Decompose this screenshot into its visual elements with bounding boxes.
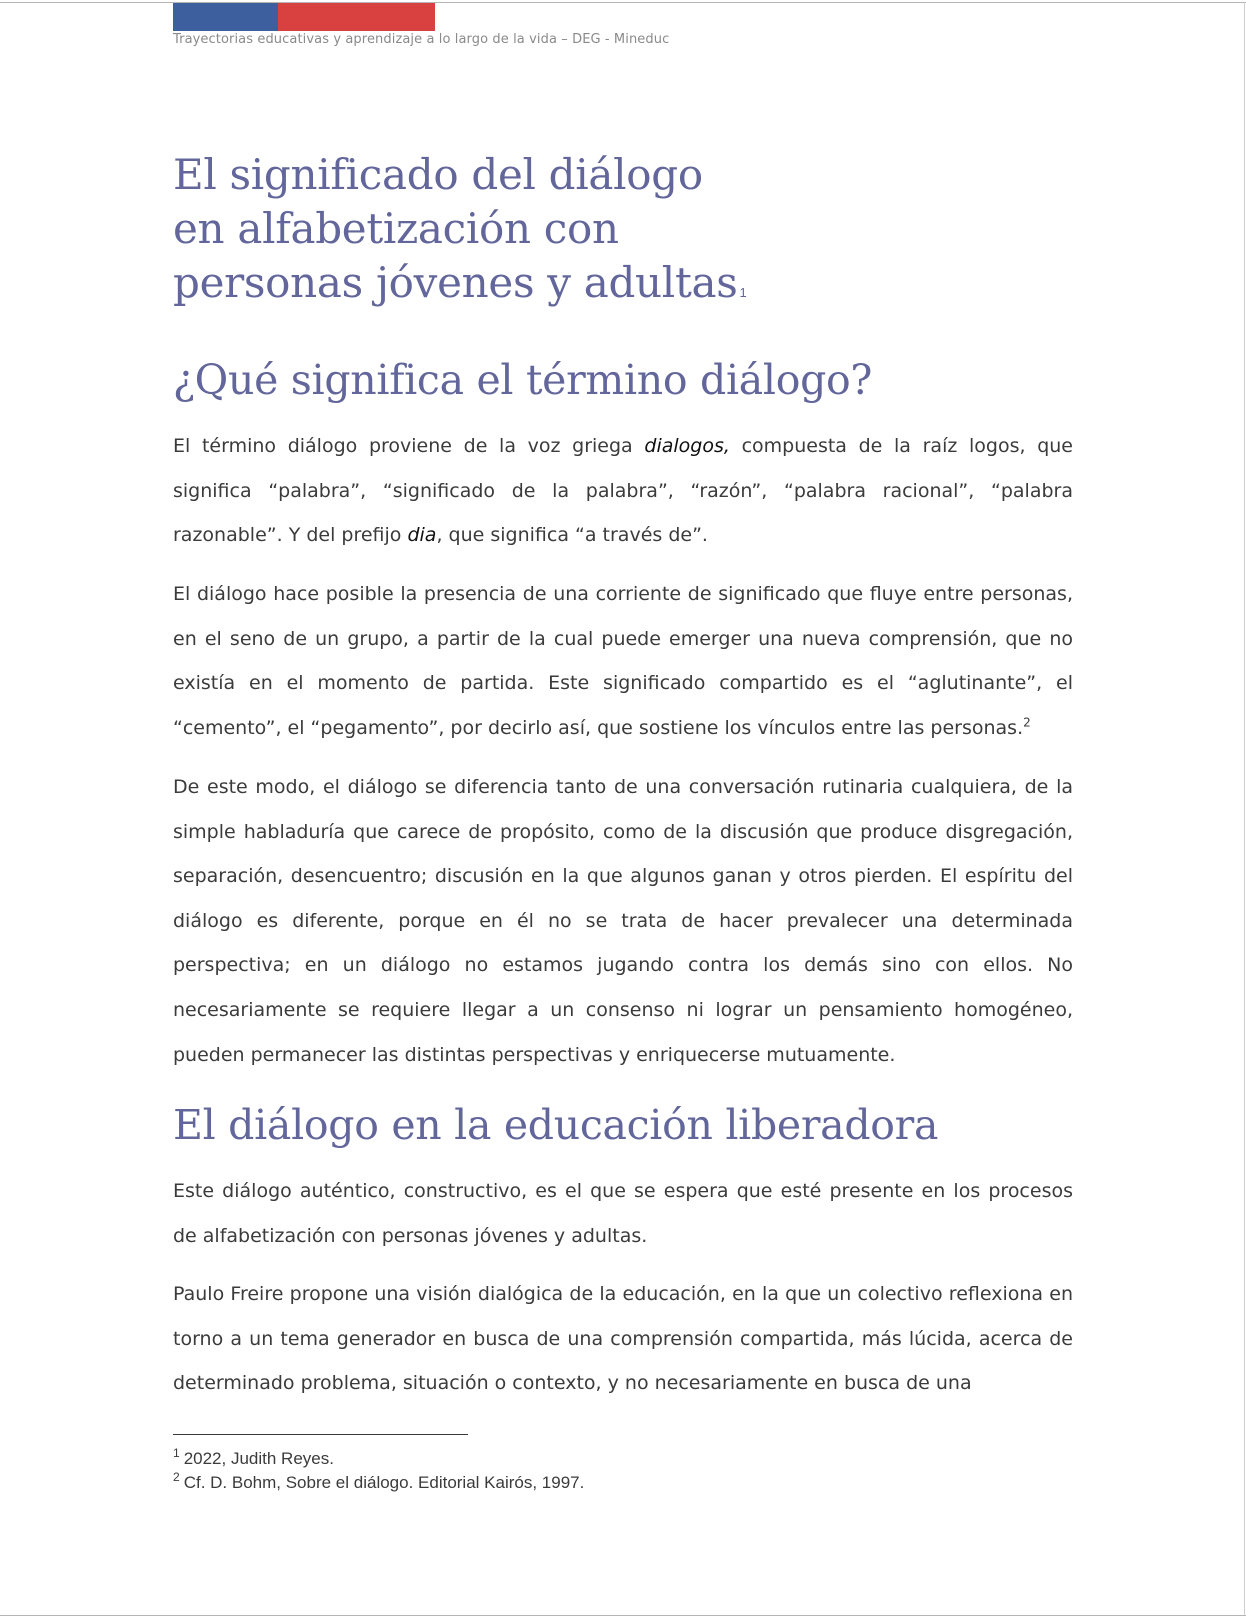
- footnote-2-number: 2: [173, 1470, 180, 1485]
- title-line-2: en alfabetización con: [173, 204, 619, 253]
- section-heading-2: El diálogo en la educación liberadora: [173, 1101, 939, 1149]
- footnote-1-number: 1: [173, 1446, 180, 1461]
- paragraph-2-text: El diálogo hace posible la presencia de una corriente de significado que fluye entre personas, en el seno de un grupo, a partir de la cual puede emerger una nueva comprensión, que no existía en el momento de partida. Este significado compartido es el “aglutinante”, el “cemento”, el “pegamento”, por decirlo así, que sostiene los vínculos entre las personas.: [173, 583, 1073, 739]
- footnote-1-text: 2022, Judith Reyes.: [183, 1449, 334, 1468]
- paragraph-2: [173, 572, 1073, 750]
- title-line-3-text: personas jóvenes y adultas: [173, 258, 738, 307]
- paragraph-1: [173, 424, 1073, 558]
- section-heading-1: ¿Qué significa el término diálogo?: [173, 356, 873, 404]
- paragraph-3: De este modo, el diálogo se diferencia tanto de una conversación rutinaria cualquiera, de la simple habladuría que carece de propósito, como de la discusión que produce disgregación, separación, desencuentro; discusión en la que algunos ganan y otros pierden. El espíritu del diálogo es diferente, porque en él no se trata de hacer prevalecer una determinada perspectiva; en un diálogo no estamos jugando contra los demás sino con ellos. No necesariamente se requiere llegar a un consenso ni lograr un pensamiento homogéneo, pueden permanecer las distintas perspectivas y enriquecerse mutuamente.: [173, 776, 1073, 1066]
- document-title: [173, 148, 746, 320]
- page-bottom-edge: [0, 1615, 1246, 1616]
- title-line-1: El significado del diálogo: [173, 150, 703, 199]
- page-right-edge: [1244, 2, 1245, 1616]
- flag-red-block: [278, 3, 435, 31]
- header-flag-bar: [173, 3, 435, 31]
- paragraph-4: Este diálogo auténtico, constructivo, es el que se espera que esté presente en los procesos de alfabetización con personas jóvenes y adultas.: [173, 1180, 1073, 1247]
- paragraph-1-italic-dialogos: dialogos,: [644, 435, 730, 457]
- flag-blue-block: [173, 3, 278, 31]
- title-footnote-ref[interactable]: 1: [739, 285, 747, 300]
- footnote-separator: [173, 1434, 468, 1435]
- footnote-2-text: Cf. D. Bohm, Sobre el diálogo. Editorial Kairós, 1997.: [183, 1473, 585, 1492]
- footnote-2: [173, 1471, 584, 1495]
- paragraph-2-footnote-ref[interactable]: 2: [1023, 715, 1031, 730]
- running-head: Trayectorias educativas y aprendizaje a lo largo de la vida – DEG - Mineduc: [173, 32, 670, 47]
- paragraph-1-italic-dia: dia: [407, 524, 437, 547]
- paragraph-1-part-b: compuesta de la raíz logos, que significa “palabra”, “significado de la palabra”, “razón”, “palabra racional”, “palabra razonable”. Y del prefijo: [173, 435, 1073, 547]
- footnotes: [173, 1447, 584, 1495]
- footnote-1: [173, 1447, 584, 1471]
- title-line-3: [173, 256, 746, 320]
- paragraph-1-part-c: , que significa “a través de”.: [436, 524, 708, 547]
- paragraph-1-part-a: El término diálogo proviene de la voz griega: [173, 435, 645, 457]
- paragraph-5: Paulo Freire propone una visión dialógica de la educación, en la que un colectivo reflexiona en torno a un tema generador en busca de una comprensión compartida, más lúcida, acerca de determinado problema, situación o contexto, y no necesariamente en busca de una: [173, 1283, 1073, 1395]
